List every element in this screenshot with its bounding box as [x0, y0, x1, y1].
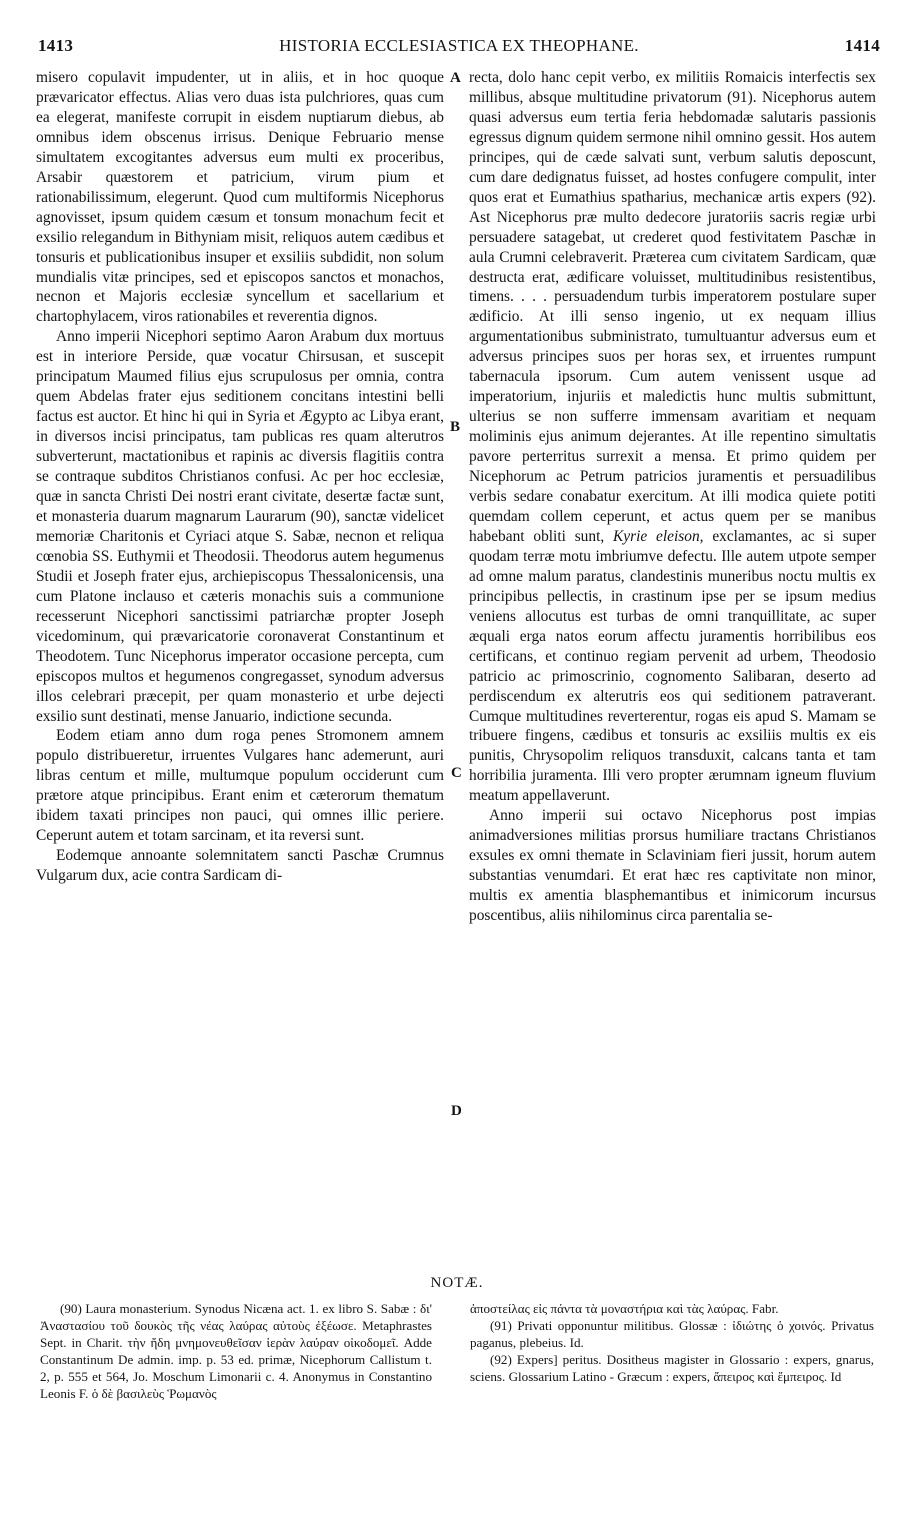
notes-left-column — [40, 1300, 432, 1403]
left-column — [36, 68, 444, 886]
footnote-90 — [40, 1300, 432, 1403]
paragraph — [469, 68, 876, 806]
footnote-90-continued: ἀποστείλας εἰς πάντα τὰ μοναστήρια καὶ τὰς λαύρας. Fabr. — [470, 1301, 779, 1316]
italic-phrase: Glossario : — [729, 1352, 789, 1368]
paragraph: Anno imperii Nicephori septimo Aaron Arabum dux mortuus est in interiore Perside, quæ vocatur Chirsusan, et suscepit principatum Maumed filius ejus scrupulosus per omnia, contra quem Abdelas frater ejus seditionem concitans intestini belli factus est auctor. Et hinc hi qui in Syria et Ægypto ac Libya erant, in diversos incisi principatus, tam publicas res quam alterutros subverterunt, mactationibus et rapinis ac diversis flagitiis contra se contraque subditos Christianos confusi. Ac per hoc ecclesiæ, quæ in sancta Christi Dei nostri erant civitate, desertæ factæ sunt, et monasteria duarum magnarum Laurarum (90), sanctæ videlicet memoriæ Charitonis et Cyriaci atque S. Sabæ, necnon et reliqua cœnobia SS. Euthymii et Theodosii. Theodorus autem hegumenus Studii et Joseph frater ejus, archiepiscopus Thessalonicensis, una cum Platone inclauso et cæteris monachis suis a communione recesserunt Nicephori sanctissimi patriarchæ propter Joseph vicedominum, qui prævaricatorie coronaverat Constantinum et Theodotem. Tunc Nicephorus imperator occasione percepta, cum episcopos multos et hegumenos congregasset, synodum adversus illos celebrari præcepit, per quam monasterio et urbe dejecti exsilio sunt destinati, mense Januario, indictione secunda. — [36, 328, 444, 725]
notes-right-column — [470, 1300, 874, 1385]
section-marker-d: D — [451, 1103, 462, 1119]
page-number-right: 1414 — [844, 36, 880, 55]
paragraph: Anno imperii sui octavo Nicephorus post impias animadversiones militias prorsus humiliare tractans Christianos exsules ex omni themate in Sclaviniam fieri jussit, horum autem substantias venumdari. Et erat hæc res captivitate non minor, multis ex amentia blasphemantibus et inimicorum incursus poscentibus, aliis nihilominus circa parentalia se- — [469, 807, 876, 925]
page-header — [38, 36, 880, 62]
footnote-text: peritus. Dositheus magister in — [562, 1352, 725, 1368]
paragraph: misero copulavit impudenter, ut in aliis, et in hoc quoque prævaricator effectus. Alias vero duas ista pulchriores, quas cum ea elegerat, manifeste corrupit in eisdem nuptiarum diebus, ab omnibus idem obscenus irrisus. Denique Februario mense simultatem excogitantes adversus eum multi ex proceribus, Arsabir quæstorem et patricium, virum pium et rationabilissimum, elegerunt. Quod cum multiformis Nicephorus agnovisset, ipsum quidem cæsum et tonsum monachum fecit et exsilio relegandum in Bithyniam misit, reliquos autem cædibus et tonsuris et publicationibus insuper et exsiliis subdidit, non solum mundialis vitæ principes, sed et episcopos sanctos et monachos, necnon et Majoris ecclesiæ syncellum et sacellarium et chartophylacem, viros rationabiles et reverentia dignos. — [36, 69, 444, 326]
section-marker-b: B — [450, 419, 461, 435]
page-number-left: 1413 — [38, 36, 74, 55]
paragraph: Eodem etiam anno dum roga penes Stromonem amnem populo distribueretur, irruentes Vulgares hanc ademerunt, auri libras centum et mille, multumque populum occiderunt cum prætore atque principibus. Erant enim et cæterorum thematum ibidem taxati principes non pauci, qui omnes illic periere. Ceperunt autem et totam sarcinam, et ita reversi sunt. — [36, 727, 444, 845]
footnote-text: p. 53 ed. primæ, Nicephorum Callistum t. 2, p. 555 et 564, Jo. Moschum Limonarii c. 4. Anonymus in Constantino Leonis F. ὁ δὲ βασιλεὺς Ῥωμανὸς — [40, 1352, 432, 1402]
paragraph-text: exclamantes, ac si super quodam terræ motu imbriumve defectu. Ille autem utpote semper ad omne malum paratus, clandestinis muneribus noctu multis ex principibus pellectis, in crastinum ipse per se ipsum medius veniens allocutus est turbas de omni tranquillitate, ac super æquali erga natos eorum affectu juramentis horribilibus eos certificans, et continuo regiam pervenit ad urbem, Theodosio patricio ac primoscrinio, cognomento Salibaran, deserto ad perdiscendum ex alterutris eos qui seditionem patraverant. Cumque multitudines reverterentur, rogas eis apud S. Mamam se tribuere fingens, cædibus et tonsuris ac exsiliis multis ex eis punitis, Chrysopolim reliquos transduxit, calcans tanta et tam horribilia juramenta. Illi vero propter ærumnam igneum fluvium meatum appellaverunt. — [469, 527, 876, 805]
notes-heading: NOTÆ. — [430, 1275, 484, 1291]
italic-phrase: Kyrie eleison, — [613, 527, 704, 545]
footnote-text: expers, gnarus, sciens. — [470, 1352, 874, 1385]
section-marker-c: C — [451, 765, 462, 781]
italic-phrase: Expers] — [516, 1352, 558, 1368]
italic-phrase: Glossarium Latino - Græcum : — [508, 1369, 670, 1385]
section-marker-a: A — [450, 70, 461, 86]
footnote-text: (90) Laura monasterium. Synodus Nicæna act. 1. ex libro S. Sabæ : δι' Ἀναστασίου τοῦ δουκὸς τῆς νέας λαύρας αὐτοὺς ἐξέωσε. Metaphrastes Sept. in Charit. τὴν ἤδη μνημονευθεῖσαν ἱερὰν λαύραν οἰκοδομεῖ. Adde Constantinum — [40, 1301, 432, 1368]
footnote-text: expers, ἄπειρος καὶ ἔμπειρος. Id — [672, 1369, 842, 1385]
footnote-91: (91) Privati opponuntur militibus. Glossæ : ἰδιώτης ὁ χοινός. Privatus paganus, plebeius. Id. — [470, 1318, 874, 1351]
right-column — [469, 68, 876, 926]
paragraph: Eodemque annoante solemnitatem sancti Paschæ Crumnus Vulgarum dux, acie contra Sardicam di- — [36, 847, 444, 885]
footnote-92 — [470, 1351, 874, 1385]
footnote-text: (92) — [490, 1352, 512, 1368]
running-title: HISTORIA ECCLESIASTICA EX THEOPHANE. — [279, 36, 639, 55]
paragraph-text: recta, dolo hanc cepit verbo, ex militiis Romaicis interfectis sex millibus, absque multitudine privatorum (91). Nicephorus autem quasi adversus eum tertia feria hebdomadæ salutaris passionis egressus dignum quidem sermone nihil omnino gessit. Hos autem principes, qui de cæde salvati sunt, verbum salutis deposcunt, cum dare dedignatus fuisset, ad hostes confugere compulit, inter quos erat et Eumathius spatharius, mechanicæ artis expers (92). Ast Nicephorus præ multo dedecore juratoriis sacris regiæ urbi persuadere satagebat, ut crederet quod festivitatem Paschæ in aula Crumni celebraverit. Præterea cum civitatem Sardicam, quæ destructa erat, ædificare voluisset, multitudinibus resistentibus, timens. . . . persuadendum turbis imperatorem postulare super ædificio. At illi senso ingenio, ut ex nequam illius argumentationibus subministrato, tumultuantur adversus eum et adversus principes suos per horas sex, et irruentes rumpunt tabernacula ipsorum. Cum autem venissent usque ad imperatorium, injuriis et maledictis hunc multis submittunt, ulterius se non sufferre immensam avaritiam et nequam moliminis ejus animum dejerantes. At ille repentino simultatis pavore perterritus surrexit a mensa. Et primo quidem per Nicephorum ac Petrum patricios juramentis et persuadilibus verbis sedare conabatur exercitum. At illi modica quiete potiti quemdam collem ceperunt, et actus quem per se manibus habebant obliti sunt, — [469, 69, 876, 545]
italic-phrase: De admin. imp. — [117, 1352, 202, 1368]
